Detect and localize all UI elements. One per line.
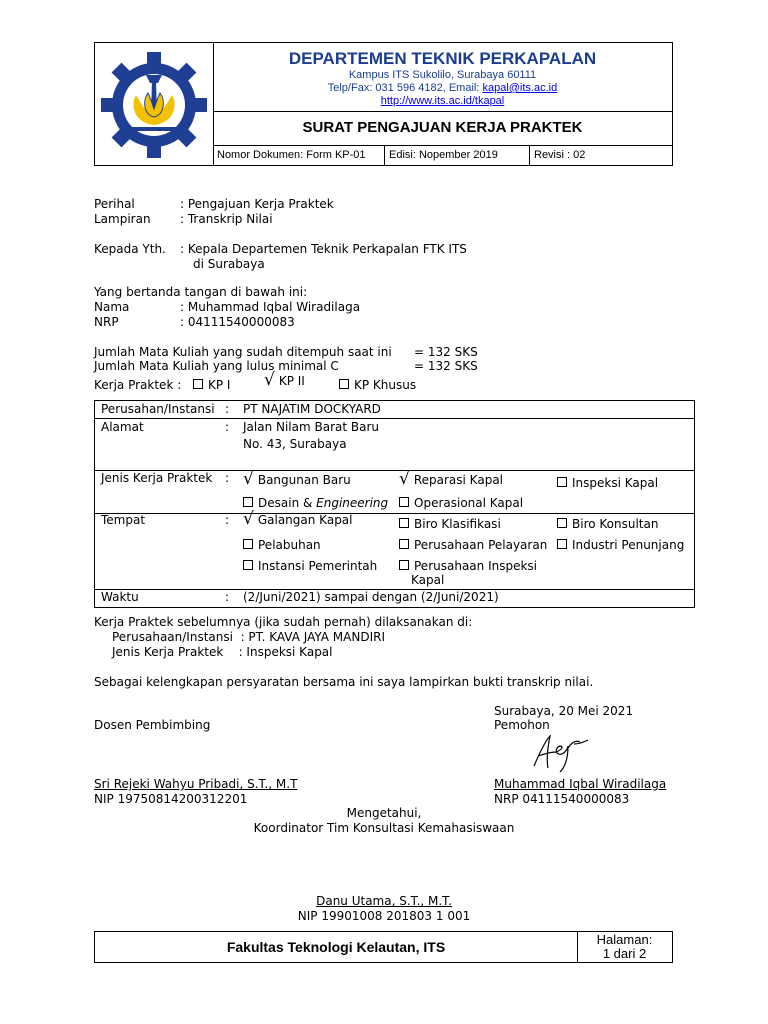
checkmark-icon: √ (243, 469, 254, 489)
tempat-perusahaan-inspeksi: Perusahaan Inspeksi (399, 559, 537, 573)
nama-label: Nama (94, 300, 130, 314)
alamat-line-2: No. 43, Surabaya (243, 437, 347, 451)
form-title: SURAT PENGAJUAN KERJA PRAKTEK (213, 111, 672, 146)
website-link[interactable]: http://www.its.ac.id/tkapal (380, 95, 505, 107)
waktu-value: (2/Juni/2021) sampai dengan (2/Juni/2021) (243, 590, 499, 604)
department-info (213, 43, 672, 112)
mk-pass-label: Jumlah Mata Kuliah yang lulus minimal C (94, 359, 339, 373)
dosen-label: Dosen Pembimbing (94, 718, 211, 732)
colon: : (225, 402, 230, 416)
colon: : (225, 420, 230, 434)
intro-text: Yang bertanda tangan di bawah ini: (94, 285, 308, 299)
department-website (213, 95, 672, 108)
jenis-desain-engineering: Desain & Engineering (243, 496, 388, 510)
tempat-label: Tempat (101, 513, 146, 527)
checkbox-icon (557, 539, 567, 549)
perusahaan-value: PT NAJATIM DOCKYARD (243, 402, 381, 416)
document-meta-row (213, 145, 672, 165)
tempat-pelabuhan: Pelabuhan (243, 538, 321, 552)
details-table (94, 400, 695, 608)
jenis-bangunan-baru: √ Bangunan Baru (243, 469, 351, 489)
lampiran-label: Lampiran (94, 212, 151, 226)
department-address: Kampus ITS Sukolilo, Surabaya 60111 (348, 69, 537, 81)
its-logo-icon (95, 43, 213, 165)
previous-perusahaan: Perusahaan/Instansi : PT. KAVA JAYA MANDIRI (112, 630, 385, 644)
place-date: Surabaya, 20 Mei 2021 (494, 704, 634, 718)
checkbox-icon (399, 560, 409, 570)
signature-icon (526, 732, 596, 774)
colon: : (225, 513, 230, 527)
checkbox-icon (399, 518, 409, 528)
tempat-biro-klasifikasi: Biro Klasifikasi (399, 517, 501, 531)
checkbox-icon (339, 379, 349, 389)
kepada-value: : Kepala Departemen Teknik Perkapalan FTK ITS (180, 242, 467, 256)
pemohon-label: Pemohon (494, 718, 550, 732)
checkbox-icon (557, 477, 567, 487)
jenis-operasional-kapal: Operasional Kapal (399, 496, 523, 510)
mk-total-value: = 132 SKS (414, 345, 478, 359)
checkmark-icon: √ (243, 509, 254, 529)
department-contact: Telp/Fax: 031 596 4182, Email: kapal@its.ac.id (327, 82, 558, 94)
checkbox-icon (243, 560, 253, 570)
colon: : (225, 471, 230, 485)
department-name: DEPARTEMEN TEKNIK PERKAPALAN (288, 49, 597, 68)
pemohon-nrp: NRP 04111540000083 (494, 792, 630, 806)
mk-total-label: Jumlah Mata Kuliah yang sudah ditempuh saat ini (94, 345, 392, 359)
tempat-perusahaan-inspeksi-line2: Kapal (411, 573, 445, 587)
tempat-perusahaan-pelayaran: Perusahaan Pelayaran (399, 538, 547, 552)
previous-intro: Kerja Praktek sebelumnya (jika sudah pernah) dilaksanakan di: (94, 615, 473, 629)
nama-value: : Muhammad Iqbal Wiradilaga (180, 300, 361, 314)
mengetahui: Mengetahui, (346, 806, 422, 820)
doc-number: Nomor Dokumen: Form KP-01 (213, 145, 385, 165)
checkbox-icon (243, 497, 253, 507)
checkmark-icon: √ (399, 469, 410, 489)
alamat-line-1: Jalan Nilam Barat Baru (243, 420, 380, 434)
dosen-nip: NIP 19750814200312201 (94, 792, 248, 806)
perusahaan-label: Perusahan/Instansi (101, 402, 215, 416)
jenis-reparasi-kapal: √ Reparasi Kapal (399, 469, 503, 489)
jenis-label: Jenis Kerja Praktek (101, 471, 213, 485)
alamat-label: Alamat (101, 420, 144, 434)
jenis-inspeksi-kapal: Inspeksi Kapal (557, 476, 658, 490)
lampiran-value: : Transkrip Nilai (180, 212, 273, 226)
waktu-label: Waktu (101, 590, 139, 604)
perihal-value: : Pengajuan Kerja Praktek (180, 197, 334, 211)
checkbox-icon (557, 518, 567, 528)
checkbox-icon (399, 497, 409, 507)
its-logo (95, 43, 214, 165)
tempat-industri-penunjang: Industri Penunjang (557, 538, 684, 552)
kp-option-1: KP I (193, 378, 230, 392)
checkmark-icon: √ (264, 370, 275, 390)
previous-jenis: Jenis Kerja Praktek : Inspeksi Kapal (112, 645, 333, 659)
perihal-label: Perihal (94, 197, 135, 211)
koordinator-title: Koordinator Tim Konsultasi Kemahasiswaan (253, 821, 515, 835)
page-value: 1 dari 2 (602, 946, 647, 961)
faculty-name: Fakultas Teknologi Kelautan, ITS (95, 932, 578, 962)
kp-label: Kerja Praktek : (94, 378, 182, 392)
dosen-name: Sri Rejeki Wahyu Pribadi, S.T., M.T (94, 777, 298, 791)
kepada-label: Kepada Yth. (94, 242, 166, 256)
tempat-biro-konsultan: Biro Konsultan (557, 517, 658, 531)
checkbox-icon (399, 539, 409, 549)
nrp-label: NRP (94, 315, 119, 329)
checkbox-icon (193, 379, 203, 389)
kp-option-3: KP Khusus (339, 378, 416, 392)
koordinator-nip: NIP 19901008 201803 1 001 (297, 909, 471, 923)
mk-pass-value: = 132 SKS (414, 359, 478, 373)
doc-revision: Revisi : 02 (534, 149, 586, 161)
koordinator-name: Danu Utama, S.T., M.T. (316, 894, 452, 908)
closing-statement: Sebagai kelengkapan persyaratan bersama ini saya lampirkan bukti transkrip nilai. (94, 675, 594, 689)
nrp-value: : 04111540000083 (180, 315, 295, 329)
page-indicator (577, 933, 672, 961)
tempat-instansi-pemerintah: Instansi Pemerintah (243, 559, 377, 573)
colon: : (225, 590, 230, 604)
tempat-galangan-kapal: √ Galangan Kapal (243, 509, 353, 529)
page-label: Halaman: (596, 932, 653, 947)
document-footer (94, 931, 673, 963)
kepada-city: di Surabaya (193, 257, 265, 271)
checkbox-icon (243, 539, 253, 549)
kp-option-2: √ KP II (264, 370, 305, 390)
document-header (94, 42, 673, 166)
email-link[interactable]: kapal@its.ac.id (482, 82, 558, 94)
pemohon-name: Muhammad Iqbal Wiradilaga (494, 777, 667, 791)
doc-edition: Edisi: Nopember 2019 (385, 145, 530, 165)
